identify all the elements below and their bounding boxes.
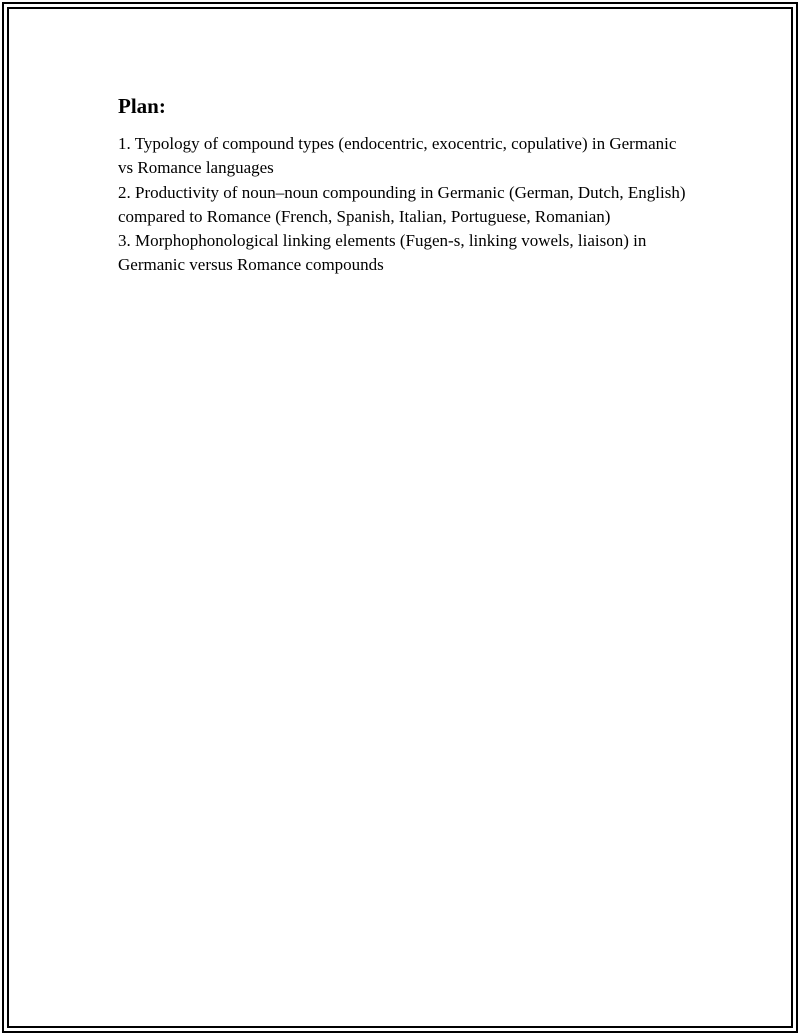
plan-item-1: 1. Typology of compound types (endocentric, exocentric, copulative) in Germanic vs Romance languages: [118, 134, 677, 178]
plan-item-2: 2. Productivity of noun–noun compounding in Germanic (German, Dutch, English) compared to Romance (French, Spanish, Italian, Portuguese, Romanian): [118, 182, 686, 226]
plan-list: [118, 132, 688, 278]
plan-item-3: 3. Morphophonological linking elements (Fugen-s, linking vowels, liaison) in Germanic versus Romance compounds: [118, 231, 647, 275]
document-content: [118, 92, 688, 278]
plan-heading: Plan:: [118, 94, 166, 118]
